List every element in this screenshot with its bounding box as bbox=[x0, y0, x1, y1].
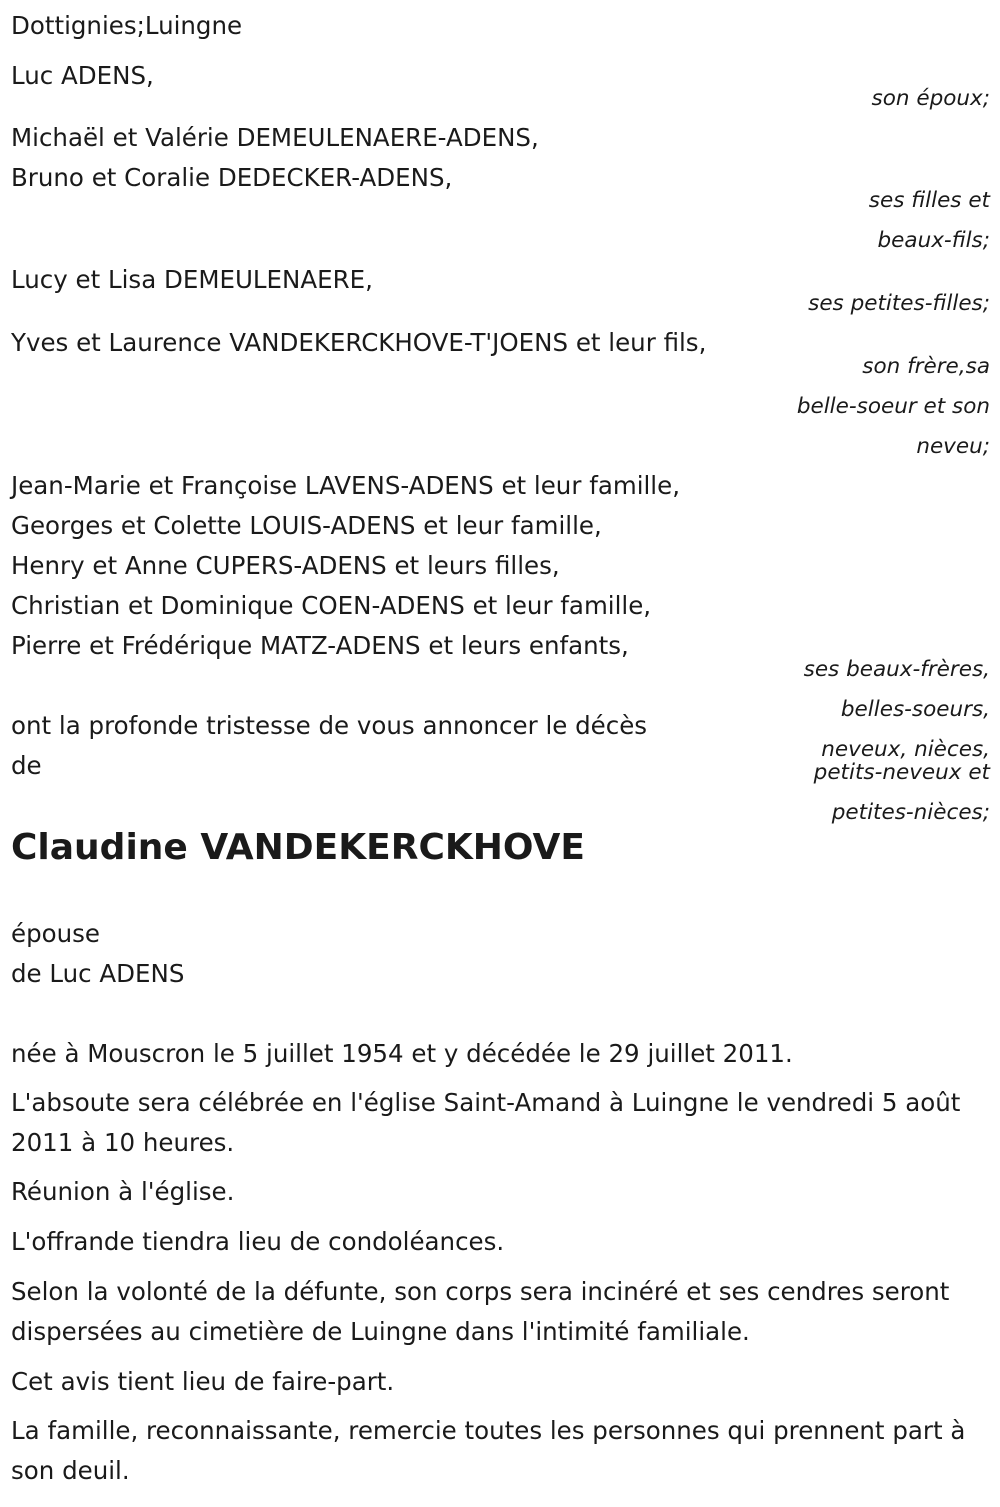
family-name-line: Yves et Laurence VANDEKERCKHOVE-T'JOENS et leur fils, bbox=[11, 328, 707, 357]
family-name-line: Pierre et Frédérique MATZ-ADENS et leurs enfants, bbox=[11, 631, 629, 660]
spouse-line: de Luc ADENS bbox=[11, 959, 185, 988]
location-line: Dottignies;Luingne bbox=[11, 11, 243, 40]
relation-label: petits-neveux et bbox=[813, 760, 990, 785]
thanks-paragraph: La famille, reconnaissante, remercie toutes les personnes qui prennent part à son deuil. bbox=[11, 1416, 966, 1485]
birth-death-line: née à Mouscron le 5 juillet 1954 et y décédée le 29 juillet 2011. bbox=[11, 1039, 793, 1068]
family-name-line: Christian et Dominique COEN-ADENS et leur famille, bbox=[11, 591, 652, 620]
family-name-line: Georges et Colette LOUIS-ADENS et leur famille, bbox=[11, 511, 602, 540]
offering-line: L'offrande tiendra lieu de condoléances. bbox=[11, 1227, 505, 1256]
relation-label: son frère,sa bbox=[862, 354, 990, 379]
relation-label: belles-soeurs, bbox=[840, 697, 990, 722]
deceased-name: Claudine VANDEKERCKHOVE bbox=[11, 827, 585, 868]
announcement-line: ont la profonde tristesse de vous annoncer le décès bbox=[11, 711, 648, 740]
spouse-line: épouse bbox=[11, 919, 100, 948]
relation-label: petites-nièces; bbox=[831, 800, 990, 825]
relation-label: ses filles et bbox=[868, 188, 990, 213]
relation-label: ses petites-filles; bbox=[808, 291, 990, 316]
relation-label: belle-soeur et son bbox=[796, 394, 990, 419]
meeting-line: Réunion à l'église. bbox=[11, 1177, 235, 1206]
family-name-line: Henry et Anne CUPERS-ADENS et leurs filles, bbox=[11, 551, 560, 580]
relation-label: ses beaux-frères, bbox=[803, 657, 990, 682]
relation-label: neveu; bbox=[916, 434, 990, 459]
family-name-line: Jean-Marie et Françoise LAVENS-ADENS et leur famille, bbox=[11, 471, 680, 500]
funeral-service-paragraph: L'absoute sera célébrée en l'église Saint-Amand à Luingne le vendredi 5 août 2011 à 10 heures. bbox=[11, 1088, 961, 1157]
family-name-line: Michaël et Valérie DEMEULENAERE-ADENS, bbox=[11, 123, 539, 152]
relation-label: son époux; bbox=[871, 86, 990, 111]
announcement-line: de bbox=[11, 751, 42, 780]
family-name-line: Luc ADENS, bbox=[11, 61, 154, 90]
relation-label: beaux-fils; bbox=[877, 228, 990, 253]
family-name-line: Bruno et Coralie DEDECKER-ADENS, bbox=[11, 163, 453, 192]
family-name-line: Lucy et Lisa DEMEULENAERE, bbox=[11, 265, 373, 294]
cremation-paragraph: Selon la volonté de la défunte, son corps sera incinéré et ses cendres seront dispersées au cimetière de Luingne dans l'intimité familiale. bbox=[11, 1277, 950, 1346]
relation-label: neveux, nièces, bbox=[821, 737, 990, 762]
notice-line: Cet avis tient lieu de faire-part. bbox=[11, 1367, 395, 1396]
